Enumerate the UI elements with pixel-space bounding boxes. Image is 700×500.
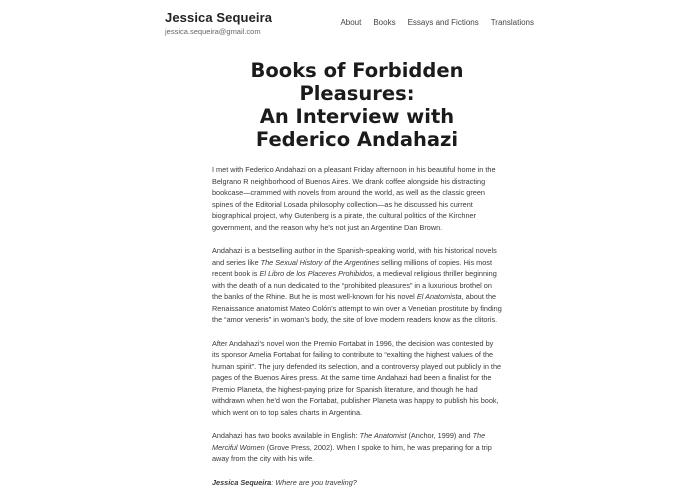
text-run: (Anchor, 1999) and	[406, 431, 473, 440]
text-run: , a medieval religious thriller beginning with the death of a nun dedicated to the “prohibited pleasures” in a luxurious brothel on the banks of the Rhine. But he is most well-known for his novel	[212, 269, 497, 301]
question-text: : Where are you traveling?	[271, 477, 357, 487]
article-title-line: Books of Forbidden Pleasures:	[250, 59, 464, 105]
book-title: The Anatomist	[359, 431, 407, 440]
site-header	[0, 0, 700, 50]
interview-question	[212, 477, 502, 489]
nav-translations[interactable]: Translations	[490, 18, 534, 27]
bio-paragraph	[212, 245, 502, 326]
article-title	[212, 59, 502, 151]
nav-about[interactable]: About	[340, 18, 362, 27]
text-run: Andahazi is a bestselling author in the Spanish-speaking world, with his historical novels and series like	[212, 246, 497, 267]
article-title-line: An Interview with	[259, 105, 455, 128]
text-run: selling millions of copies. His most recent book is	[212, 257, 492, 278]
english-books-paragraph	[212, 430, 502, 465]
text-run: (Grove Press, 2002). When I spoke to him, he was preparing for a trip away from the city with his wife.	[212, 442, 492, 463]
nav-essays-and-fictions[interactable]: Essays and Fictions	[407, 18, 479, 27]
article-title-line: Federico Andahazi	[255, 128, 459, 151]
site-title[interactable]: Jessica Sequeira	[165, 10, 273, 25]
book-title: El Anatomista	[416, 292, 462, 301]
book-title: El Libro de los Placeres Prohibidos	[259, 269, 373, 278]
nav-books[interactable]: Books	[373, 18, 396, 27]
intro-paragraph: I met with Federico Andahazi on a pleasant Friday afternoon in his beautiful home in the Belgrano R neighborhood of Buenos Aires. We drank coffee alongside his distracting bookcase—crammed with novels from around the world, as well as the classic green spines of the Editorial Losada philosophy collection—as he discussed his current biographical project, why Gutenberg is a pirate, the cultural politics of the Kirchner government, and the reason why he's not just an Argentine Dan Brown.	[212, 165, 496, 232]
article	[212, 59, 502, 500]
prize-paragraph: After Andahazi's novel won the Premio Fortabat in 1996, the decision was contested by its sponsor Amelia Fortabat for failing to contribute to “exalting the highest values of the human spirit”. The jury defended its selection, and a controversy played out publicly in the pages of the Buenos Aires press. At the same time Andahazi had been a finalist for the Premio Planeta, the highest-paying prize for Spanish literature, and though he had withdrawn when he'd won the Fortabat, publisher Planeta was happy to publish his book, which went on to top sales charts in Argentina.	[212, 338, 502, 417]
main-nav	[340, 18, 534, 27]
text-run: Andahazi has two books available in English:	[212, 431, 360, 440]
site-email: jessica.sequeira@gmail.com	[165, 27, 261, 36]
text-run: , about the Renaissance anatomist Mateo Colón's attempt to win over a Venetian prostitute by finding the “amor veneris” in woman's body, the site of love modern readers know as the clitoris.	[212, 292, 502, 324]
book-title: The Merciful Women	[212, 431, 486, 452]
book-title: The Sexual History of the Argentines	[260, 257, 380, 267]
speaker-name: Jessica Sequeira	[212, 477, 272, 487]
